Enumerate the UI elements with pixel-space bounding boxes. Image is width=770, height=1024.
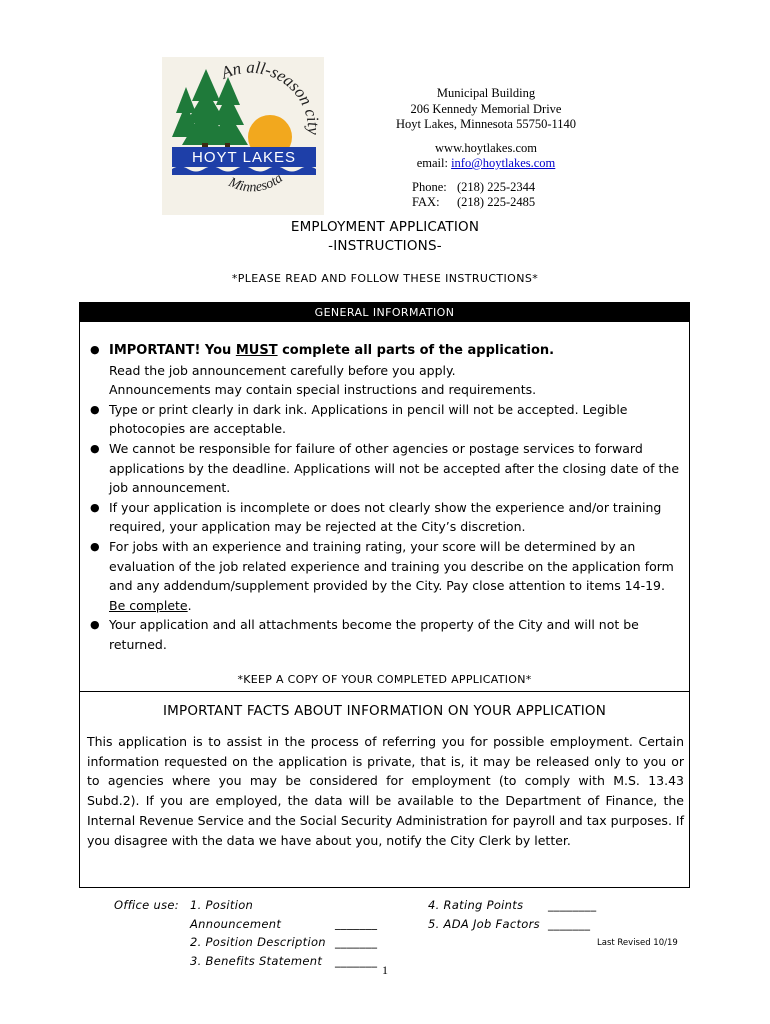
hoyt-lakes-logo-graphic [162, 57, 324, 215]
office-item: 4. Rating Points [428, 898, 524, 912]
state-text: Minnesota [226, 170, 286, 196]
list-item: ● Type or print clearly in dark ink. Applications in pencil will not be accepted. Legible photocopies are acceptable. [90, 401, 628, 437]
instruction-list [88, 340, 684, 655]
keep-copy-notice: *KEEP A COPY OF YOUR COMPLETED APPLICATION* [237, 673, 532, 686]
address-line: 206 Kennedy Memorial Drive [410, 101, 562, 116]
fax-number: (218) 225-2485 [457, 195, 536, 209]
website[interactable]: www.hoytlakes.com [435, 140, 537, 155]
address-block [370, 86, 602, 211]
office-item: 1. Position Announcement [190, 898, 282, 931]
email-link[interactable]: info@hoytlakes.com [451, 156, 556, 170]
bullet-icon: ● [90, 618, 100, 632]
bullet-icon: ● [90, 402, 100, 416]
blank-line: _______ [335, 916, 378, 931]
section-header: GENERAL INFORMATION [80, 303, 689, 322]
list-item: ● Your application and all attachments become the property of the City and will not be returned. [90, 617, 639, 652]
office-item: 2. Position Description [190, 935, 326, 949]
office-use-label: Office use: [114, 898, 179, 912]
facts-title: IMPORTANT FACTS ABOUT INFORMATION ON YOUR APPLICATION [162, 703, 607, 719]
list-item: ● IMPORTANT! You MUST complete all parts of the application. Read the job announcement carefully before you apply. Announcements may contain special instructions and requirements. [88, 340, 684, 400]
office-use-items-right [428, 896, 596, 933]
revision-date: Last Revised 10/19 [597, 938, 678, 948]
facts-body: This application is to assist in the process of referring you for possible employment. Certain information requested on the application is private, that is, it may be released only to you or to agencies where you may be considered for employment (to comply with M.S. 13.43 Subd.2). If you are employed, the data will be available to the Department of Finance, the Internal Revenue Service and the Social Security Administration for payroll and tax purposes. If you disagree with the data we have about you, notify the City Clerk by letter. [87, 734, 684, 848]
fax-row: FAX: (218) 225-2485 [412, 195, 536, 209]
page-number: 1 [382, 963, 388, 977]
address-line: Hoyt Lakes, Minnesota 55750-1140 [395, 117, 577, 131]
blank-line: _______ [335, 935, 378, 949]
blank-line: ________ [548, 898, 597, 912]
phone-row: Phone: (218) 225-2344 [412, 179, 536, 194]
bullet-icon: ● [90, 500, 100, 514]
email-line: email: info@hoytlakes.com [416, 156, 556, 170]
pine-trees-icon [172, 69, 248, 157]
page-title: EMPLOYMENT APPLICATION [290, 219, 480, 235]
general-information-box [79, 302, 690, 888]
office-item: 3. Benefits Statement [190, 953, 323, 968]
blank-line: _______ [548, 916, 591, 931]
divider [80, 691, 689, 692]
instructions-notice: *PLEASE READ AND FOLLOW THESE INSTRUCTIONS* [231, 272, 539, 285]
phone-number: (218) 225-2344 [457, 179, 536, 194]
bullet-icon: ● [90, 343, 100, 356]
banner-text: HOYT LAKES [192, 149, 296, 166]
bullet-icon: ● [90, 539, 100, 553]
arc-text: An all-season city [218, 57, 324, 135]
list-item: ● If your application is incomplete or does not clearly show the experience and/or training required, your application may be rejected at the City’s discretion. [90, 499, 662, 535]
blank-line: _______ [335, 953, 378, 968]
bullet-icon: ● [90, 441, 100, 455]
page-subtitle: -INSTRUCTIONS- [328, 238, 442, 254]
water-icon [172, 167, 316, 176]
list-item: ● For jobs with an experience and training rating, your score will be determined by an evaluation of the job related experience and training you describe on the application form and any addendum/supplement provided by the City. Pay close attention to items 14-19. Be complete. [90, 538, 674, 613]
city-logo [162, 57, 324, 215]
address-line: Municipal Building [436, 86, 536, 100]
office-item: 5. ADA Job Factors [428, 916, 540, 931]
office-use-items-left [190, 896, 377, 970]
list-item: ● We cannot be responsible for failure of other agencies or postage services to forward applications by the deadline. Applications will not be accepted after the closing date of the job announcement. [90, 440, 680, 496]
